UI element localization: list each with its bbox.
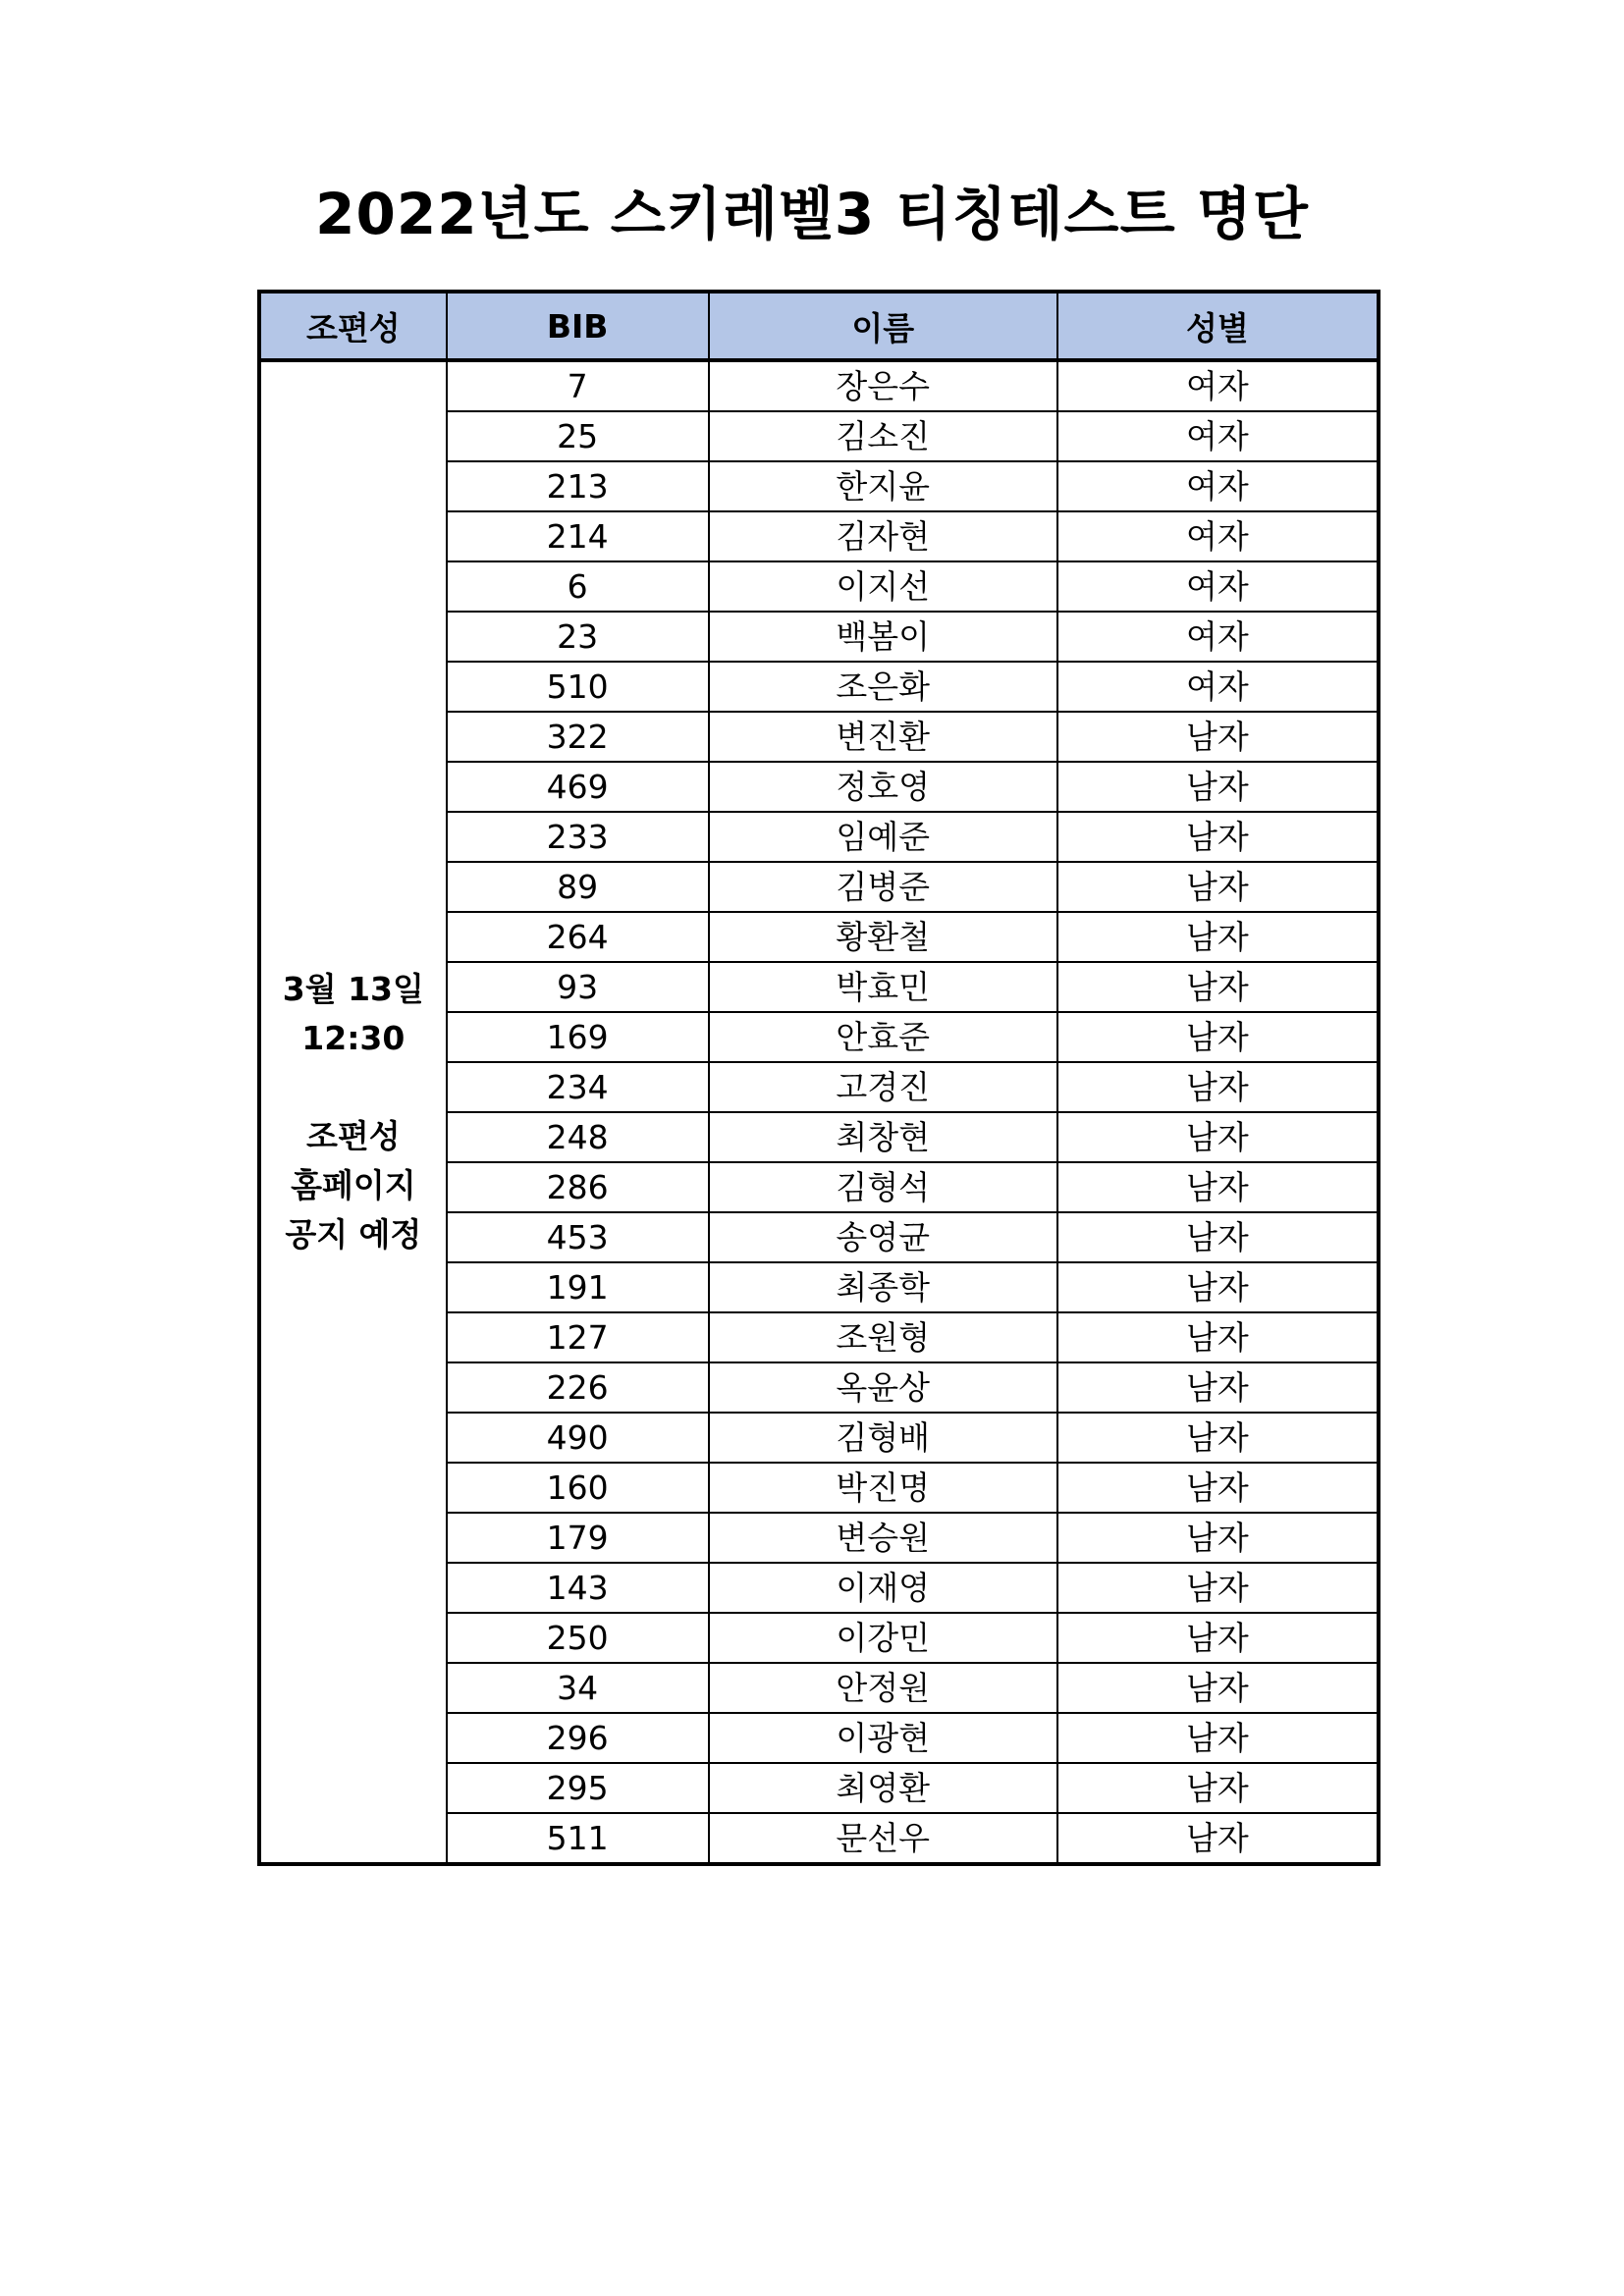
name-cell: 최영환 — [709, 1763, 1057, 1813]
gender-cell: 여자 — [1057, 461, 1379, 511]
gender-cell: 남자 — [1057, 1713, 1379, 1763]
bib-cell: 510 — [447, 662, 709, 712]
group-note-line2: 홈페이지 — [291, 1166, 416, 1204]
bib-cell: 295 — [447, 1763, 709, 1813]
bib-cell: 322 — [447, 712, 709, 762]
name-cell: 정호영 — [709, 762, 1057, 812]
gender-cell: 남자 — [1057, 1362, 1379, 1413]
bib-cell: 191 — [447, 1262, 709, 1312]
gender-cell: 남자 — [1057, 1262, 1379, 1312]
name-cell: 김형석 — [709, 1162, 1057, 1212]
gender-cell: 여자 — [1057, 411, 1379, 461]
name-cell: 변승원 — [709, 1513, 1057, 1563]
gender-cell: 남자 — [1057, 1513, 1379, 1563]
gender-cell: 남자 — [1057, 1212, 1379, 1262]
gender-cell: 남자 — [1057, 1012, 1379, 1062]
bib-cell: 169 — [447, 1012, 709, 1062]
name-cell: 옥윤상 — [709, 1362, 1057, 1413]
group-note-line3: 공지 예정 — [285, 1215, 422, 1254]
name-cell: 최종학 — [709, 1262, 1057, 1312]
bib-cell: 511 — [447, 1813, 709, 1864]
gender-cell: 여자 — [1057, 561, 1379, 612]
gender-cell: 남자 — [1057, 1463, 1379, 1513]
bib-cell: 23 — [447, 612, 709, 662]
table-header-row — [259, 292, 1379, 360]
name-cell: 김자현 — [709, 511, 1057, 561]
gender-cell: 남자 — [1057, 1062, 1379, 1112]
bib-cell: 453 — [447, 1212, 709, 1262]
bib-cell: 143 — [447, 1563, 709, 1613]
bib-cell: 296 — [447, 1713, 709, 1763]
name-cell: 문선우 — [709, 1813, 1057, 1864]
gender-cell: 여자 — [1057, 360, 1379, 411]
header-gender: 성별 — [1057, 292, 1379, 360]
name-cell: 이강민 — [709, 1613, 1057, 1663]
gender-cell: 여자 — [1057, 612, 1379, 662]
roster-body — [259, 360, 1379, 1864]
bib-cell: 6 — [447, 561, 709, 612]
name-cell: 황환철 — [709, 912, 1057, 962]
bib-cell: 7 — [447, 360, 709, 411]
roster-table — [257, 290, 1380, 1866]
gender-cell: 남자 — [1057, 912, 1379, 962]
name-cell: 이지선 — [709, 561, 1057, 612]
bib-cell: 93 — [447, 962, 709, 1012]
table-row — [259, 360, 1379, 411]
bib-cell: 248 — [447, 1112, 709, 1162]
name-cell: 백봄이 — [709, 612, 1057, 662]
name-cell: 고경진 — [709, 1062, 1057, 1112]
name-cell: 박진명 — [709, 1463, 1057, 1513]
group-date: 3월 13일 — [282, 970, 424, 1008]
name-cell: 조은화 — [709, 662, 1057, 712]
group-time: 12:30 — [301, 1019, 406, 1057]
gender-cell: 남자 — [1057, 1763, 1379, 1813]
document-title: 2022년도 스키레벨3 티칭테스트 명단 — [315, 181, 1309, 247]
name-cell: 한지윤 — [709, 461, 1057, 511]
name-cell: 장은수 — [709, 360, 1057, 411]
gender-cell: 남자 — [1057, 862, 1379, 912]
name-cell: 김형배 — [709, 1413, 1057, 1463]
bib-cell: 34 — [447, 1663, 709, 1713]
name-cell: 변진환 — [709, 712, 1057, 762]
name-cell: 김병준 — [709, 862, 1057, 912]
gender-cell: 남자 — [1057, 1613, 1379, 1663]
bib-cell: 179 — [447, 1513, 709, 1563]
gender-cell: 남자 — [1057, 762, 1379, 812]
name-cell: 이재영 — [709, 1563, 1057, 1613]
name-cell: 김소진 — [709, 411, 1057, 461]
name-cell: 안효준 — [709, 1012, 1057, 1062]
bib-cell: 469 — [447, 762, 709, 812]
bib-cell: 264 — [447, 912, 709, 962]
bib-cell: 234 — [447, 1062, 709, 1112]
header-group: 조편성 — [259, 292, 447, 360]
bib-cell: 226 — [447, 1362, 709, 1413]
bib-cell: 89 — [447, 862, 709, 912]
name-cell: 안정원 — [709, 1663, 1057, 1713]
bib-cell: 250 — [447, 1613, 709, 1663]
gender-cell: 남자 — [1057, 1813, 1379, 1864]
name-cell: 조원형 — [709, 1312, 1057, 1362]
header-bib: BIB — [447, 292, 709, 360]
bib-cell: 214 — [447, 511, 709, 561]
name-cell: 박효민 — [709, 962, 1057, 1012]
gender-cell: 여자 — [1057, 662, 1379, 712]
header-name: 이름 — [709, 292, 1057, 360]
gender-cell: 남자 — [1057, 1162, 1379, 1212]
gender-cell: 여자 — [1057, 511, 1379, 561]
gender-cell: 남자 — [1057, 812, 1379, 862]
name-cell: 이광현 — [709, 1713, 1057, 1763]
gender-cell: 남자 — [1057, 1663, 1379, 1713]
bib-cell: 213 — [447, 461, 709, 511]
name-cell: 송영균 — [709, 1212, 1057, 1262]
bib-cell: 490 — [447, 1413, 709, 1463]
bib-cell: 286 — [447, 1162, 709, 1212]
gender-cell: 남자 — [1057, 1563, 1379, 1613]
gender-cell: 남자 — [1057, 1312, 1379, 1362]
bib-cell: 160 — [447, 1463, 709, 1513]
bib-cell: 127 — [447, 1312, 709, 1362]
gender-cell: 남자 — [1057, 712, 1379, 762]
group-note-line1: 조편성 — [306, 1117, 401, 1155]
bib-cell: 233 — [447, 812, 709, 862]
gender-cell: 남자 — [1057, 1413, 1379, 1463]
gender-cell: 남자 — [1057, 1112, 1379, 1162]
name-cell: 임예준 — [709, 812, 1057, 862]
name-cell: 최창현 — [709, 1112, 1057, 1162]
group-spacer — [261, 1063, 446, 1112]
bib-cell: 25 — [447, 411, 709, 461]
gender-cell: 남자 — [1057, 962, 1379, 1012]
group-schedule-cell — [259, 360, 447, 1864]
